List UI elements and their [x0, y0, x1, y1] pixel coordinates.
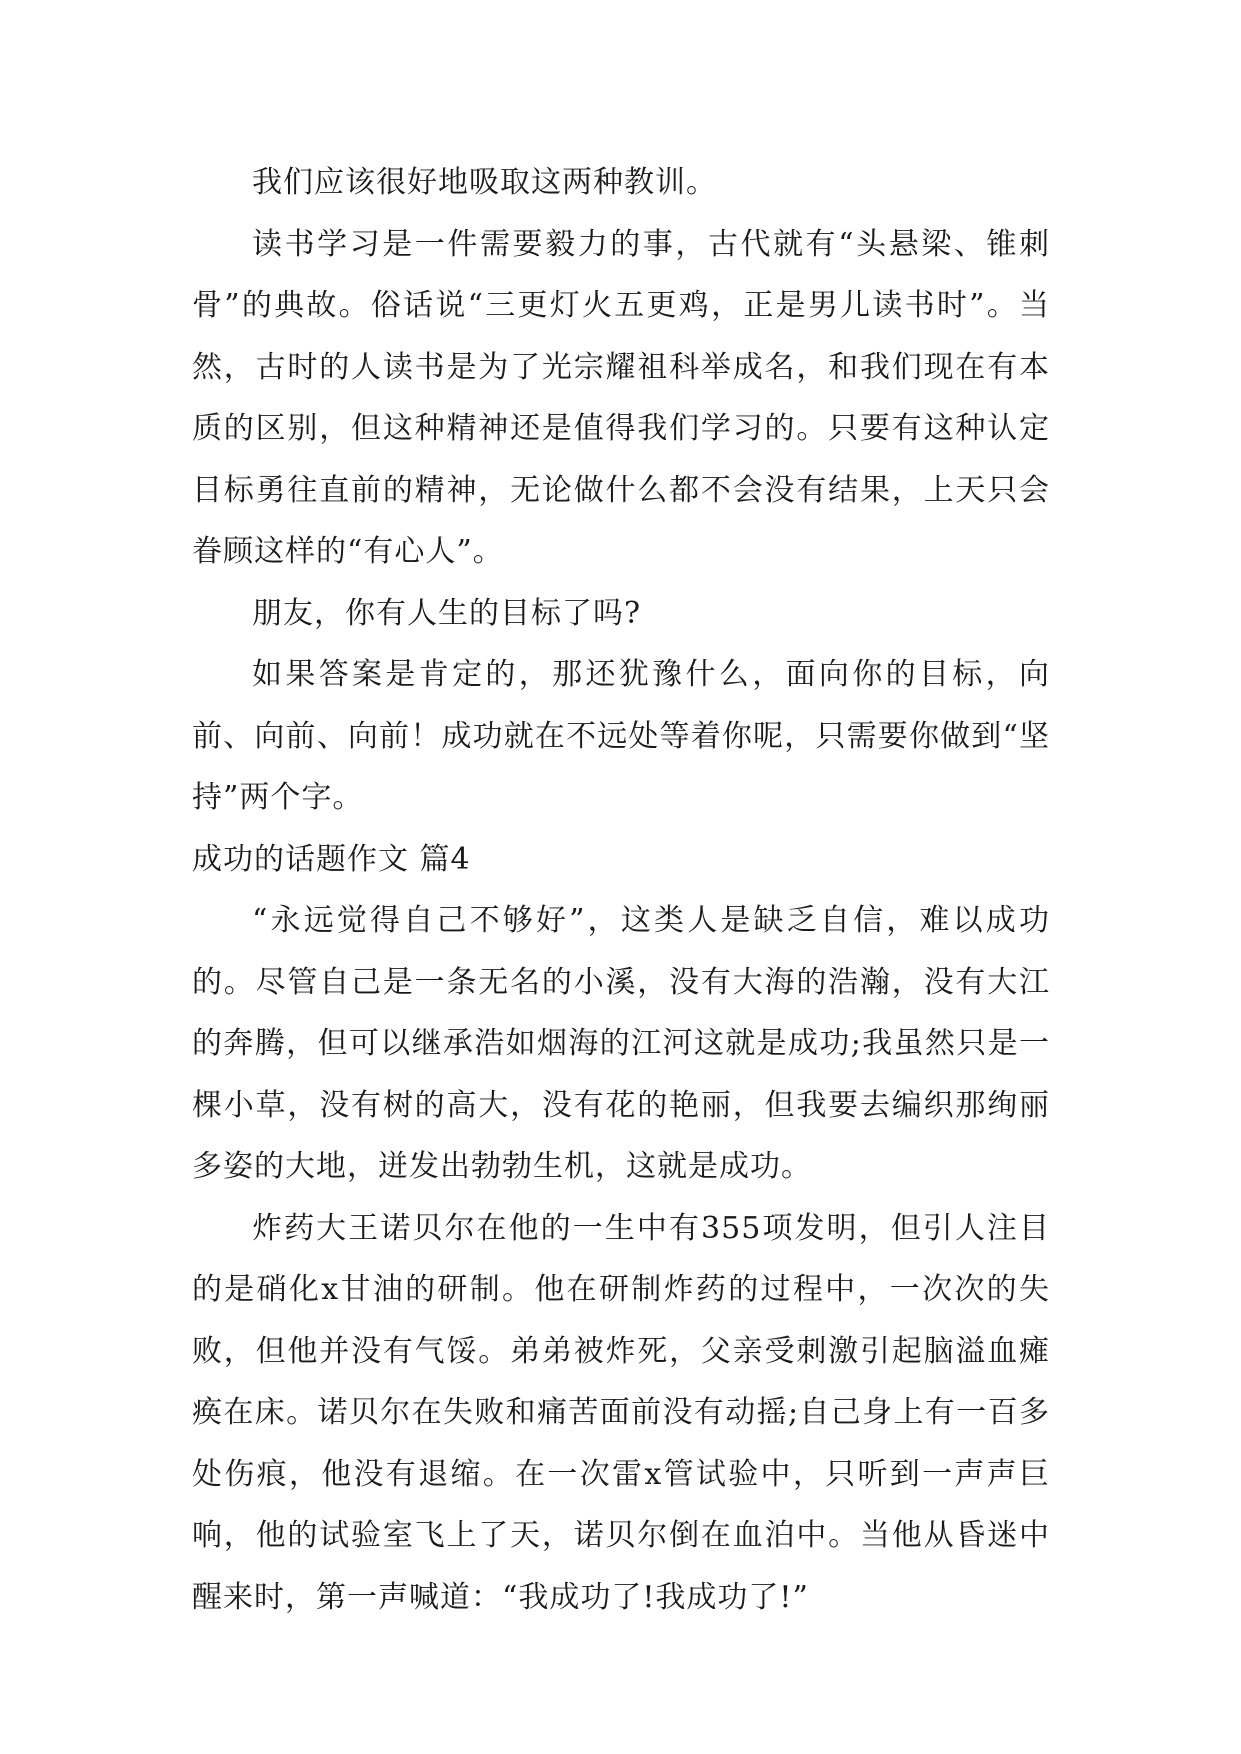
paragraph: 我们应该很好地吸取这两种教训。 — [252, 165, 717, 200]
section-heading: 成功的话题作文 篇4 — [192, 841, 471, 877]
paragraph: 朋友，你有人生的目标了吗? — [252, 595, 642, 631]
document-body — [192, 152, 1050, 1628]
paragraph: “永远觉得自己不够好”，这类人是缺乏自信，难以成功的。尽管自己是一条无名的小溪，没有大海的浩瀚，没有大江的奔腾，但可以继承浩如烟海的江河这就是成功;我虽然只是一棵小草，没有树的高大，没有花的艳丽，但我要去编织那绚丽多姿的大地，迸发出勃勃生机，这就是成功。 — [192, 903, 1050, 1184]
paragraph: 读书学习是一件需要毅力的事，古代就有“头悬梁、锥刺骨”的典故。俗话说“三更灯火五更鸡，正是男儿读书时”。当然，古时的人读书是为了光宗耀祖科举成名，和我们现在有本质的区别，但这种精神还是值得我们学习的。只要有这种认定目标勇往直前的精神，无论做什么都不会没有结果，上天只会眷顾这样的“有心人”。 — [192, 226, 1050, 569]
paragraph: 炸药大王诺贝尔在他的一生中有355项发明，但引人注目的是硝化x甘油的研制。他在研制炸药的过程中，一次次的失败，但他并没有气馁。弟弟被炸死，父亲受刺激引起脑溢血瘫痪在床。诺贝尔在失败和痛苦面前没有动摇;自己身上有一百多处伤痕，他没有退缩。在一次雷x管试验中，只听到一声声巨响，他的试验室飞上了天，诺贝尔倒在血泊中。当他从昏迷中醒来时，第一声喊道：“我成功了!我成功了!” — [192, 1210, 1050, 1615]
paragraph: 如果答案是肯定的，那还犹豫什么，面向你的目标，向前、向前、向前！成功就在不远处等着你呢，只需要你做到“坚持”两个字。 — [192, 657, 1050, 815]
